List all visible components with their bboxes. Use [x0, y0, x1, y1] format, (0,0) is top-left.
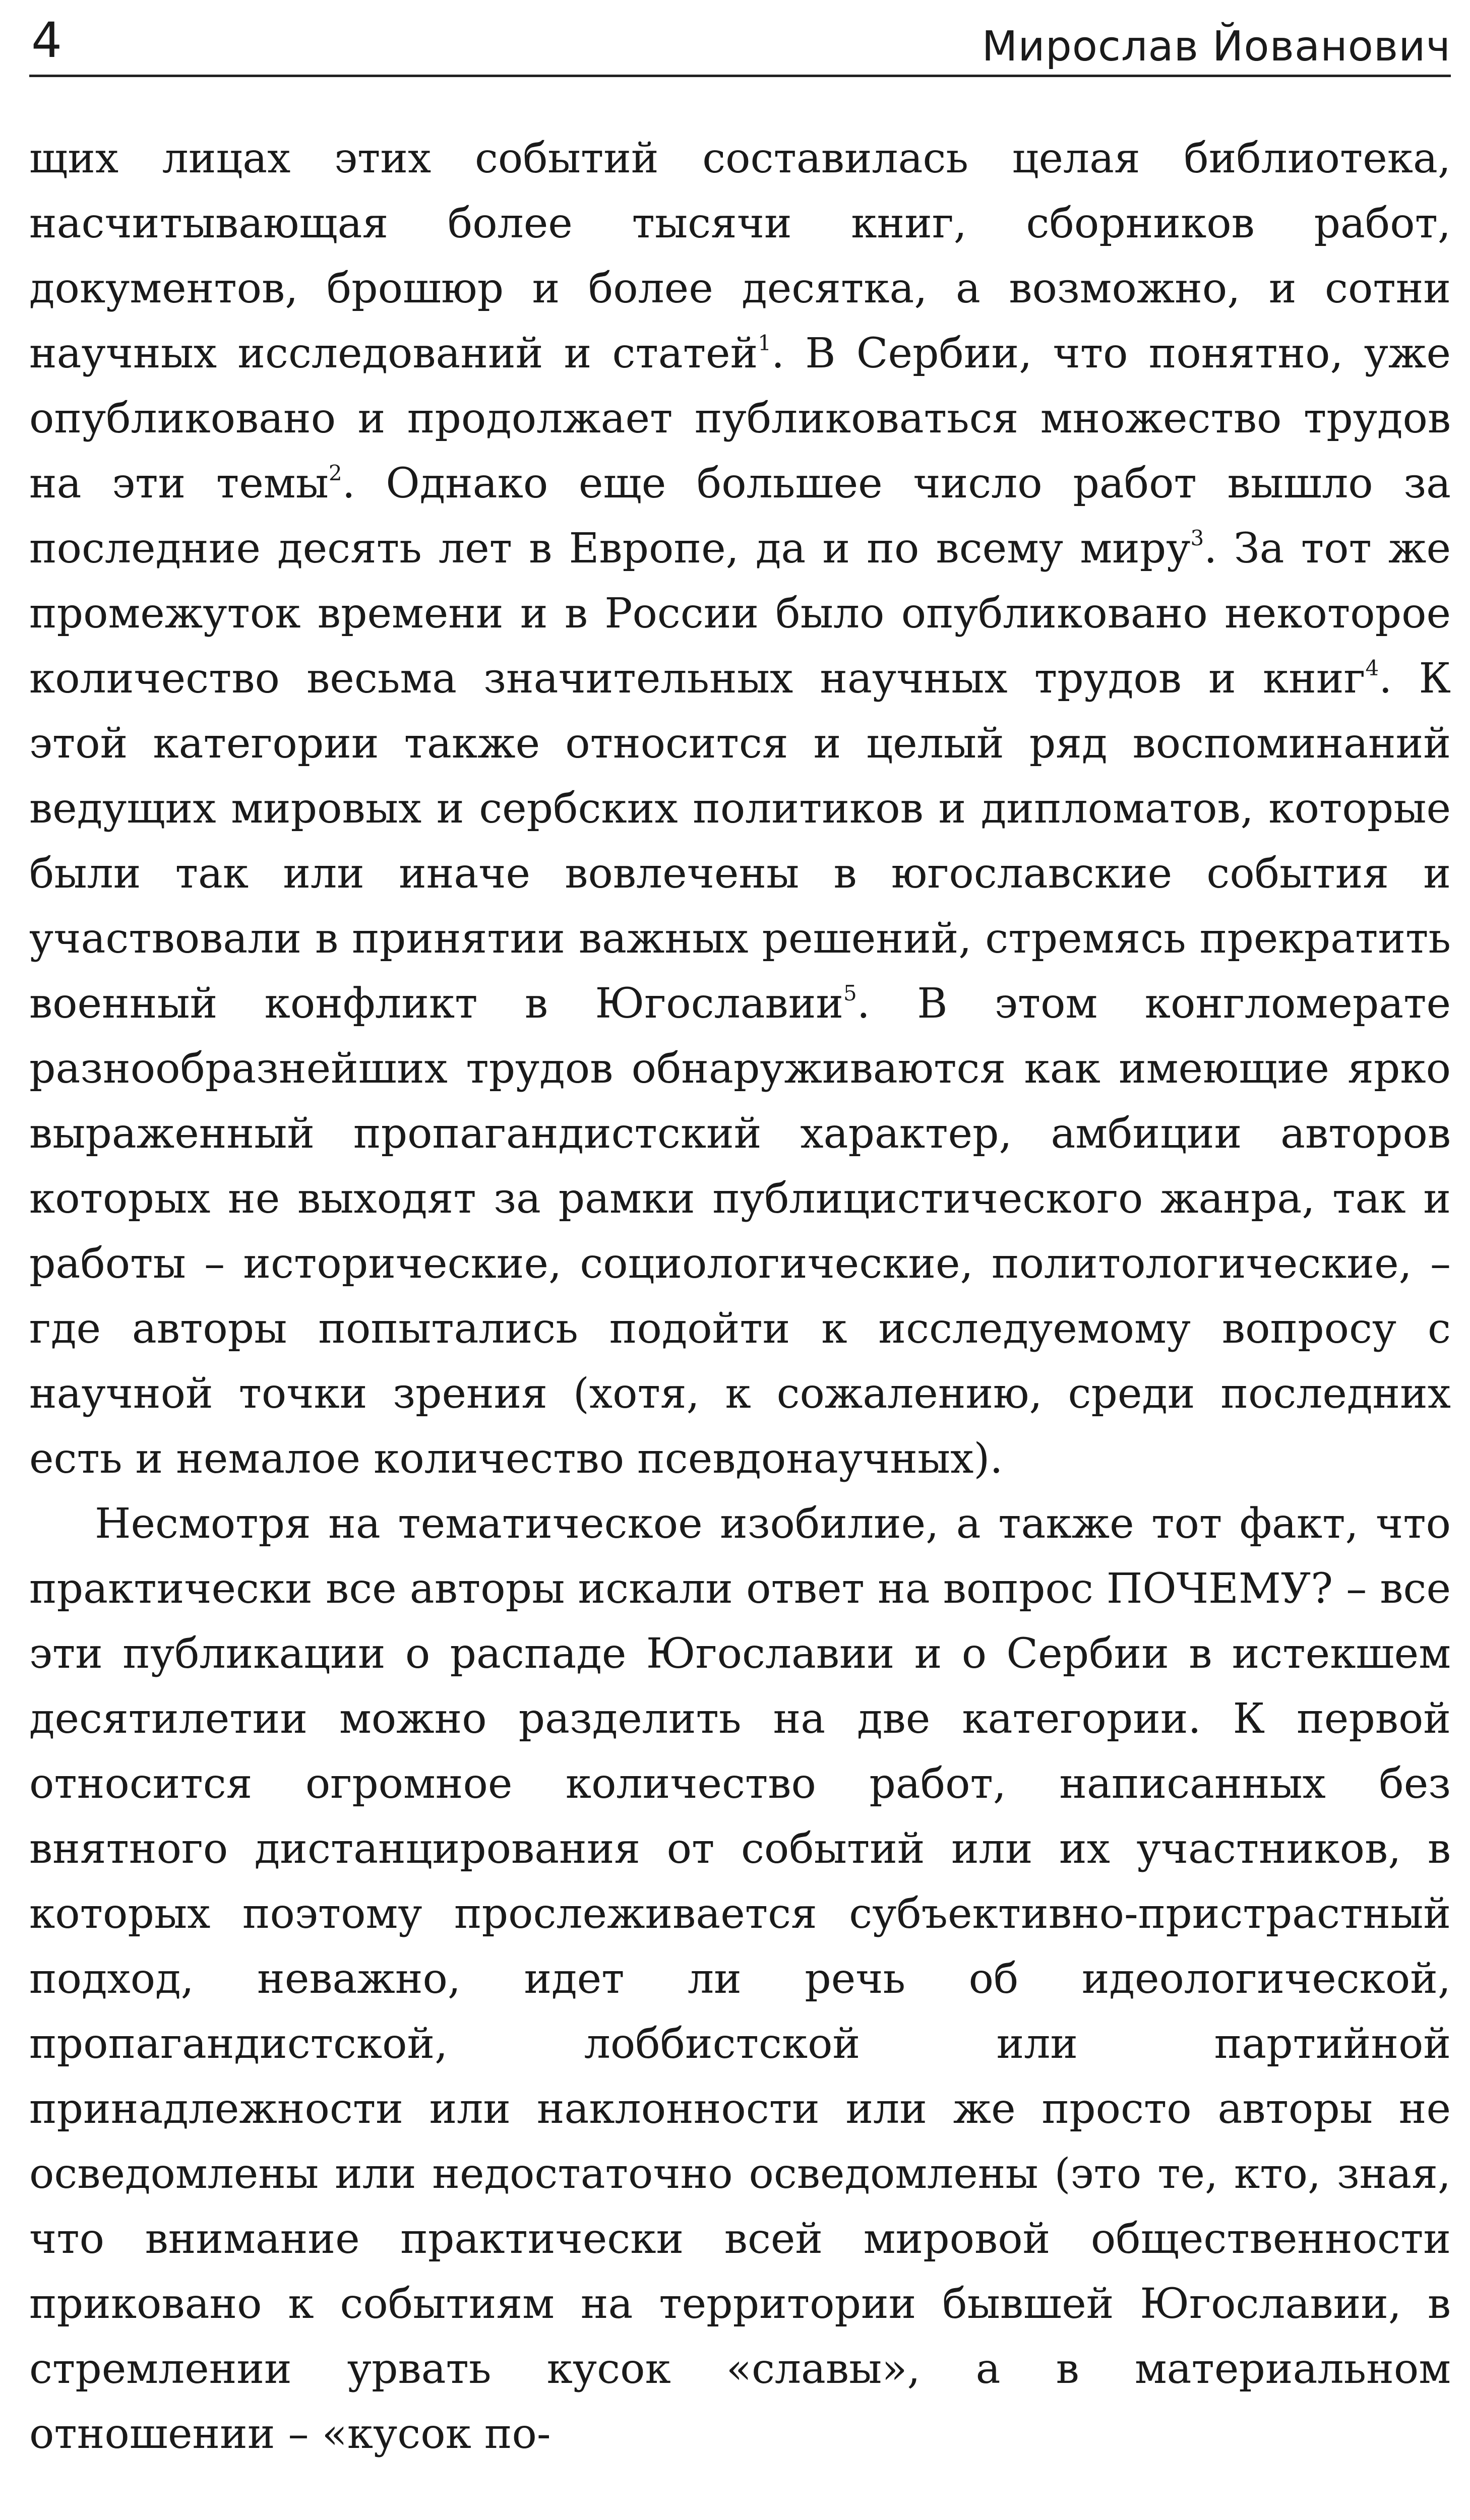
paragraph-2 — [29, 1491, 1451, 2467]
paragraph-text: . За тот же промежуток времени и в России было опубликовано некоторое количество весьма значительных научных трудов и книг — [29, 525, 1451, 703]
running-head — [29, 10, 1451, 81]
paragraph-text: . В Сербии, что понятно, уже опубликовано и продолжает публиковаться множество трудов на эти темы — [29, 330, 1451, 508]
paragraph-1 — [29, 126, 1451, 1491]
paragraph-text: Несмотря на тематическое изобилие, а также тот факт, что практически все авторы искали ответ на вопрос ПОЧЕМУ? – все эти публикации о распаде Югославии и о Сербии в истекшем десятилетии можно разделить на две категории. К первой относится огромное количество работ, написанных без внятного дистанцирования от событий или их участников, в которых поэтому прослеживается субъективно-пристрастный подход, неважно, идет ли речь об идеологической, пропагандистской, лоббистской или партийной принадлежности или наклонности или же просто авторы не осведомлены или недостаточно осведомлены (это те, кто, зная, что внимание практически всей мировой общественности приковано к событиям на территории бывшей Югославии, в стремлении урвать кусок «славы», а в материальном отношении – «кусок по- — [29, 1500, 1451, 2458]
paragraph-text: щих лицах этих событий составилась целая библиотека, насчитывающая более тысячи книг, сборников работ, документов, брошюр и более десятка, а возможно, и сотни научных исследований и статей — [29, 135, 1451, 377]
paragraph-text: . К этой категории также относится и целый ряд воспоминаний ведущих мировых и сербских политиков и дипломатов, которые были так или иначе вовлечены в югославские события и участвовали в принятии важных решений, стремясь прекратить военный конфликт в Югославии — [29, 655, 1451, 1028]
footnote-ref-3[interactable]: 3 — [1190, 525, 1204, 550]
page-number: 4 — [31, 12, 63, 69]
running-head-author: Мирослав Йованович — [982, 23, 1451, 71]
footnote-ref-5[interactable]: 5 — [843, 980, 857, 1005]
footnote-ref-2[interactable]: 2 — [328, 460, 342, 485]
header-rule — [29, 75, 1451, 77]
body-text — [29, 126, 1451, 2467]
paragraph-text: . Однако еще большее число работ вышло за последние десять лет в Европе, да и по всему миру — [29, 460, 1451, 573]
footnote-ref-1[interactable]: 1 — [758, 330, 771, 355]
paragraph-text: . В этом конгломерате разнообразнейших трудов обнаруживаются как имеющие ярко выраженный пропагандистский характер, амбиции авторов которых не выходят за рамки публицистического жанра, так и работы – исторические, социологические, политологические, – где авторы попытались подойти к исследуемому вопросу с научной точки зрения (хотя, к сожалению, среди последних есть и немалое количество псевдонаучных). — [29, 980, 1451, 1483]
footnote-ref-4[interactable]: 4 — [1365, 655, 1379, 680]
